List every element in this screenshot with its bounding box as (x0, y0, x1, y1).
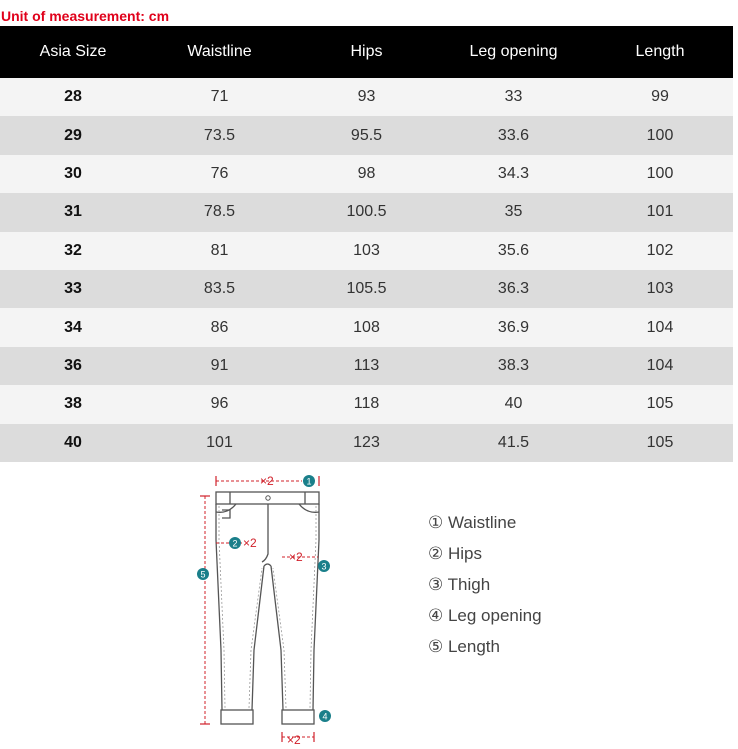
hips-cell: 93 (293, 78, 440, 116)
hips-cell: 105.5 (293, 270, 440, 308)
hips-cell: 113 (293, 347, 440, 385)
length-cell: 101 (587, 193, 733, 231)
size-cell: 31 (0, 193, 146, 231)
length-cell: 104 (587, 347, 733, 385)
unit-note: Unit of measurement: cm (1, 8, 170, 24)
table-row (0, 347, 733, 385)
leg-opening-cell: 41.5 (440, 424, 587, 462)
size-cell: 34 (0, 308, 146, 346)
hips-cell: 103 (293, 232, 440, 270)
size-cell: 32 (0, 232, 146, 270)
size-cell: 28 (0, 78, 146, 116)
pants-outline-icon (216, 492, 319, 724)
length-cell: 104 (587, 308, 733, 346)
length-cell: 100 (587, 116, 733, 154)
hips-times-two-label: ×2 (243, 536, 257, 550)
waistline-cell: 96 (146, 385, 293, 423)
waistline-cell: 71 (146, 78, 293, 116)
hips-cell: 98 (293, 155, 440, 193)
waistline-times-two-label: ×2 (260, 474, 274, 488)
svg-text:1: 1 (306, 476, 312, 487)
size-cell: 36 (0, 347, 146, 385)
header-waistline: Waistline (146, 26, 293, 78)
legend-item-thigh: ③ Thigh (428, 575, 491, 594)
table-row (0, 308, 733, 346)
table-row (0, 424, 733, 462)
table-row (0, 116, 733, 154)
leg-opening-cell: 34.3 (440, 155, 587, 193)
header-length: Length (587, 26, 733, 78)
leg-opening-cell: 33 (440, 78, 587, 116)
hips-cell: 123 (293, 424, 440, 462)
table-row (0, 270, 733, 308)
marker-3-icon (318, 560, 330, 572)
size-cell: 30 (0, 155, 146, 193)
table-row (0, 193, 733, 231)
table-row (0, 155, 733, 193)
waistline-cell: 78.5 (146, 193, 293, 231)
waistline-cell: 83.5 (146, 270, 293, 308)
hips-cell: 108 (293, 308, 440, 346)
svg-text:2: 2 (232, 538, 238, 549)
leg-opening-cell: 35.6 (440, 232, 587, 270)
thigh-times-two-label: ×2 (289, 550, 303, 564)
size-cell: 40 (0, 424, 146, 462)
size-table (0, 26, 733, 462)
legend-item-leg-opening: ④ Leg opening (428, 606, 542, 625)
measurement-legend (428, 512, 542, 667)
legend-item-hips: ② Hips (428, 544, 482, 563)
waistline-cell: 81 (146, 232, 293, 270)
leg-opening-cell: 33.6 (440, 116, 587, 154)
length-cell: 105 (587, 424, 733, 462)
length-cell: 99 (587, 78, 733, 116)
leg-opening-cell: 40 (440, 385, 587, 423)
length-cell: 102 (587, 232, 733, 270)
table-row (0, 232, 733, 270)
waistline-cell: 91 (146, 347, 293, 385)
waistline-cell: 73.5 (146, 116, 293, 154)
length-cell: 100 (587, 155, 733, 193)
header-hips: Hips (293, 26, 440, 78)
header-leg-opening: Leg opening (440, 26, 587, 78)
leg-opening-cell: 36.3 (440, 270, 587, 308)
size-cell: 38 (0, 385, 146, 423)
size-cell: 29 (0, 116, 146, 154)
leg-opening-cell: 36.9 (440, 308, 587, 346)
svg-text:5: 5 (200, 569, 206, 580)
length-cell: 105 (587, 385, 733, 423)
length-cell: 103 (587, 270, 733, 308)
table-row (0, 385, 733, 423)
table-header-row (0, 26, 733, 78)
size-cell: 33 (0, 270, 146, 308)
svg-text:3: 3 (321, 561, 327, 572)
marker-1-icon (303, 475, 315, 487)
table-row (0, 78, 733, 116)
svg-text:4: 4 (322, 711, 328, 722)
leg-opening-cell: 38.3 (440, 347, 587, 385)
header-asia-size: Asia Size (0, 26, 146, 78)
hips-cell: 118 (293, 385, 440, 423)
waistline-cell: 76 (146, 155, 293, 193)
hips-cell: 100.5 (293, 193, 440, 231)
marker-2-icon (229, 537, 241, 549)
waistline-cell: 86 (146, 308, 293, 346)
pants-measurement-diagram (192, 470, 342, 749)
legend-item-waistline: ① Waistline (428, 513, 517, 532)
legend-item-length: ⑤ Length (428, 637, 500, 656)
waistline-cell: 101 (146, 424, 293, 462)
marker-4-icon (319, 710, 331, 722)
marker-5-icon (197, 568, 209, 580)
hips-cell: 95.5 (293, 116, 440, 154)
leg-opening-times-two-label: ×2 (287, 733, 301, 747)
leg-opening-cell: 35 (440, 193, 587, 231)
